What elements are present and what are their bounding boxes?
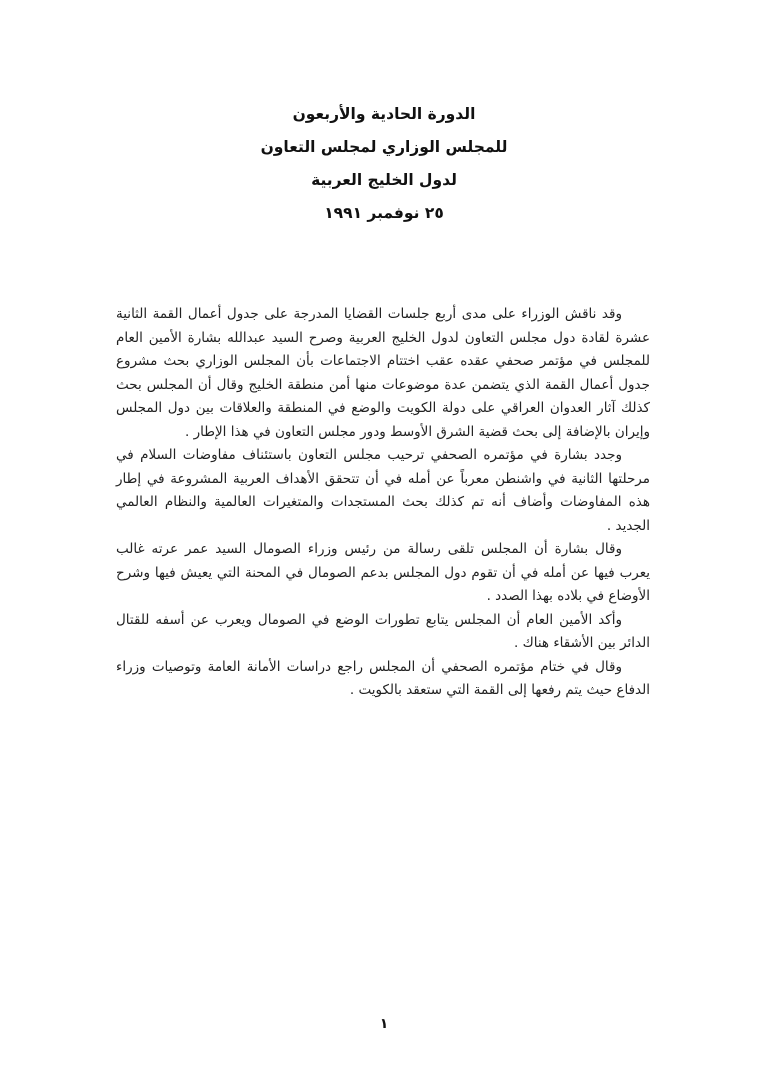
title-line-session: الدورة الحادية والأربعون (292, 105, 476, 123)
document-title-block (0, 98, 768, 230)
title-line-states: لدول الخليج العربية (311, 171, 457, 189)
paragraph: وأكد الأمين العام أن المجلس يتابع تطورات الوضع في الصومال ويعرب عن أسفه للقتال الدائر بين الأشقاء هناك . (116, 611, 650, 651)
paragraph: وقد ناقش الوزراء على مدى أربع جلسات القضايا المدرجة على جدول أعمال القمة الثانية عشرة لقادة دول مجلس التعاون لدول الخليج العربية وصرح السيد عبدالله بشارة الأمين العام للمجلس في مؤتمر صحفي عقده عقب اختتام الاجتماعات بأن المجلس الوزاري بحث مشروع جدول أعمال القمة الذي يتضمن عدة موضوعات منها أمن منطقة الخليج وقال أن المجلس بحث كذلك آثار العدوان العراقي على دولة الكويت والوضع في المنطقة والعلاقات بين دول المجلس وإيران بالإضافة إلى بحث قضية الشرق الأوسط ودور مجلس التعاون في هذا الإطار . (116, 306, 650, 440)
paragraph: وقال بشارة أن المجلس تلقى رسالة من رئيس وزراء الصومال السيد عمر عرته غالب يعرب فيها عن أمله في أن تقوم دول المجلس بدعم الصومال في المحنة التي يعيش فيها وشرح الأوضاع في بلاده بهذا الصدد . (116, 541, 650, 604)
title-line-date: ٢٥ نوفمبر ١٩٩١ (324, 204, 444, 222)
document-body (116, 303, 650, 703)
paragraph: وجدد بشارة في مؤتمره الصحفي ترحيب مجلس التعاون باستئناف مفاوضات السلام في مرحلتها الثانية في واشنطن معرباً عن أمله في أن تتحقق الأهداف العربية المشروعة في إطار هذه المفاوضات وأضاف أنه تم كذلك بحث المستجدات والمتغيرات العالمية والنظام العالمي الجديد . (116, 447, 650, 534)
title-line-council: للمجلس الوزاري لمجلس التعاون (260, 138, 508, 156)
paragraph: وقال في ختام مؤتمره الصحفي أن المجلس راجع دراسات الأمانة العامة وتوصيات وزراء الدفاع حيث يتم رفعها إلى القمة التي ستعقد بالكويت . (116, 658, 650, 698)
page-number: ١ (379, 1016, 389, 1032)
